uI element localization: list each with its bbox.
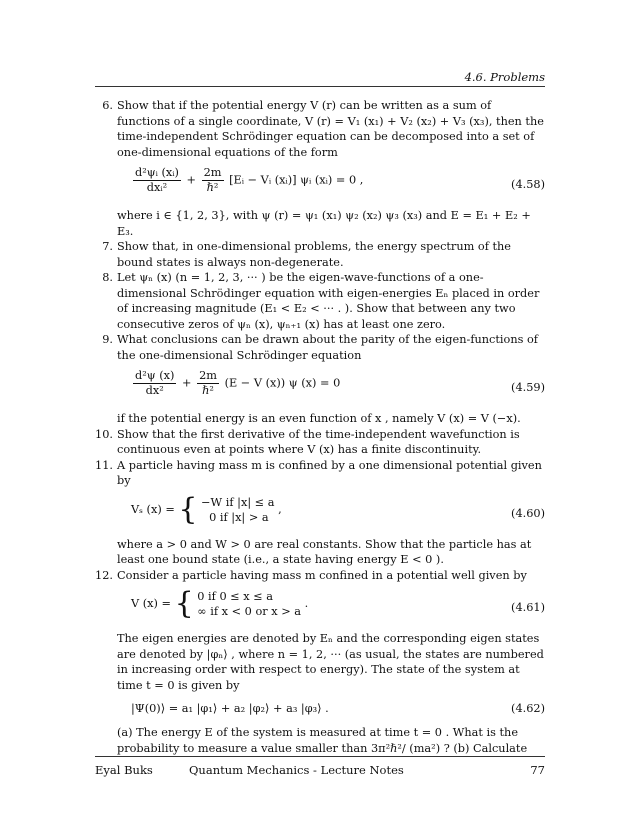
eq-rest: [Eᵢ − Vᵢ (xᵢ)] ψᵢ (xᵢ) = 0 ,: [229, 173, 364, 187]
problem-6: [95, 98, 545, 239]
problem-9: [95, 332, 545, 427]
problem-number: 7.: [102, 240, 113, 253]
problem-text: (a) The energy E of the system is measured at time t = 0 . What is the probability to measure a value smaller than 3π²ℏ²/ (ma²) ? (b) Calculate: [117, 726, 528, 755]
eq-numerator: 2m: [199, 369, 217, 382]
problem-number: 11.: [95, 458, 113, 472]
case-2: ∞ if x < 0 or x > a: [197, 605, 302, 618]
left-brace: {: [178, 491, 198, 527]
equation-4-59: $\frac{\text{d²ψ (x)}}{\text{dx²}}$ + $\frac{2m}{\text{ℏ²}}$ (E − V (x)) ψ (x) = 0 (4.59): [135, 369, 545, 397]
problem-12: [95, 568, 545, 757]
problem-7: [95, 239, 545, 270]
equation-number: (4.60): [511, 506, 545, 520]
equation-4-60: [117, 491, 545, 531]
eq-rest: (E − V (x)) ψ (x) = 0: [224, 376, 341, 390]
page-number: 77: [530, 763, 545, 777]
page-footer: [95, 756, 545, 777]
equation-number: (4.59): [511, 381, 545, 394]
problem-list: [95, 98, 545, 756]
problem-text: What conclusions can be drawn about the parity of the eigen-functions of the one-dimensional Schrödinger equation: [117, 333, 538, 362]
problem-number: 10.: [95, 427, 113, 441]
section-title: 4.6. Problems: [464, 70, 545, 84]
equation-4-61: [117, 586, 545, 625]
eq-numerator: d²ψᵢ (xᵢ): [135, 166, 179, 179]
problem-text: Show that the first derivative of the time-independent wavefunction is continuous even at points where V (x) has a finite discontinuity.: [117, 427, 520, 456]
eq-denominator: dx²: [145, 384, 164, 397]
problem-text: Let ψₙ (x) (n = 1, 2, 3, ··· ) be the eigen-wave-functions of a one-dimensional Schrödinger equation with eigen-energies Eₙ placed in order of increasing magnitude (E₁ < E₂ < ··· . ). Show that between any two consecutive zeros of ψₙ (x), ψₙ₊₁ (x) has at least one zero.: [117, 271, 540, 331]
equation-4-62: [117, 699, 545, 719]
eq-denominator: ℏ²: [206, 181, 219, 194]
problem-number: 12.: [95, 568, 113, 582]
eq-lhs: Vₛ (x) =: [131, 502, 175, 516]
eq-numerator: d²ψ (x): [135, 369, 175, 382]
problem-text: The eigen energies are denoted by Eₙ and the corresponding eigen states are denoted by |φₙ⟩ , where n = 1, 2, ··· (as usual, the states are numbered in increasing order with respect to energy). The state of the system at time t = 0 is given by: [117, 632, 544, 692]
problem-text: A particle having mass m is confined by a one dimensional potential given by: [117, 458, 542, 487]
problem-text: where a > 0 and W > 0 are real constants. Show that the particle has at least one bound state (i.e., a state having energy E < 0 ).: [117, 537, 532, 566]
problem-11: [95, 458, 545, 568]
problem-number: 9.: [102, 333, 113, 346]
left-brace: {: [174, 586, 194, 621]
problem-number: 6.: [102, 99, 113, 112]
problem-number: 8.: [102, 271, 113, 284]
eq-denominator: dxᵢ²: [146, 181, 168, 194]
author: Eyal Buks: [95, 763, 153, 777]
equation-number: (4.62): [511, 702, 545, 715]
eq-tail: .: [304, 597, 309, 610]
problem-text: Show that if the potential energy V (r) can be written as a sum of functions of a single coordinate, V (r) = V₁ (x₁) + V₂ (x₂) + V₃ (x₃), then the time-independent Schrödinger equation can be decomposed into a set of one-dimensional equations of the form: [117, 99, 544, 159]
equation-number: (4.61): [511, 601, 545, 614]
eq-numerator: 2m: [203, 166, 222, 179]
eq-denominator: ℏ²: [202, 384, 214, 397]
case-1: −W if |x| ≤ a: [201, 495, 275, 509]
case-1: 0 if 0 ≤ x ≤ a: [197, 590, 274, 603]
problem-10: [95, 427, 545, 458]
book-title: Quantum Mechanics - Lecture Notes: [189, 763, 404, 777]
equation-4-58: $\frac{\text{d²ψᵢ (xᵢ)}}{\text{dxᵢ²}}$ + $\frac{2m}{\text{ℏ²}}$ [Eᵢ − Vᵢ (xᵢ)] ψᵢ (xᵢ) = 0 , (4.58): [135, 166, 545, 194]
eq-tail: ,: [278, 502, 282, 516]
case-2: 0 if |x| > a: [209, 510, 269, 524]
problem-8: [95, 270, 545, 332]
problem-text: where i ∈ {1, 2, 3}, with ψ (r) = ψ₁ (x₁) ψ₂ (x₂) ψ₃ (x₃) and E = E₁ + E₂ + E₃.: [117, 209, 531, 238]
problem-text: if the potential energy is an even function of x , namely V (x) = V (−x).: [117, 412, 521, 425]
problem-text: Consider a particle having mass m confined in a potential well given by: [117, 568, 527, 582]
eq-lhs: V (x) =: [131, 597, 171, 610]
problem-text: Show that, in one-dimensional problems, the energy spectrum of the bound states is always non-degenerate.: [117, 240, 511, 269]
eq-line: |Ψ(0)⟩ = a₁ |φ₁⟩ + a₂ |φ₂⟩ + a₃ |φ₃⟩ .: [131, 702, 329, 715]
equation-number: (4.58): [511, 178, 545, 191]
running-header: [95, 70, 545, 87]
